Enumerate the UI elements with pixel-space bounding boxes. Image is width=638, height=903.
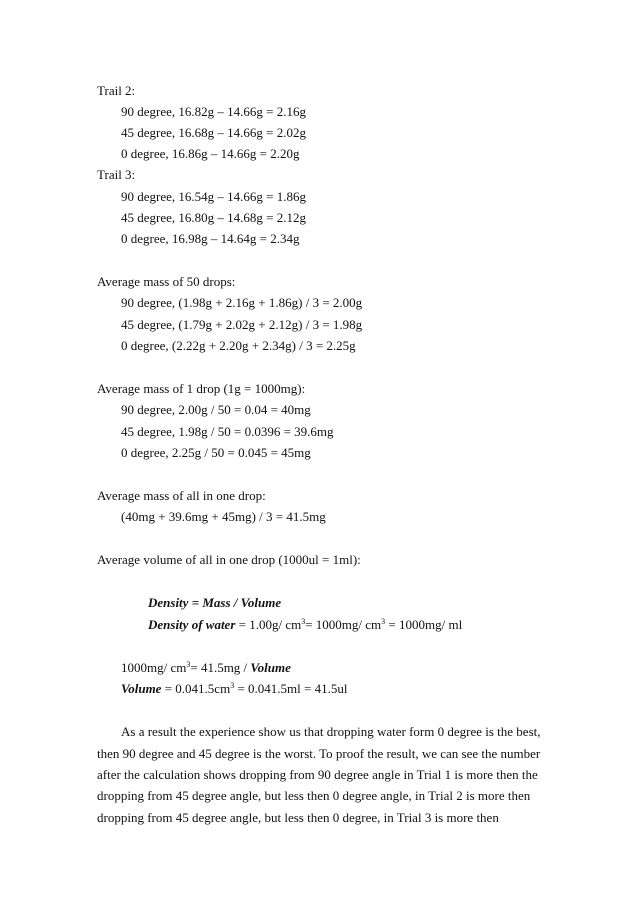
- avgall-heading: Average mass of all in one drop:: [97, 488, 266, 503]
- volume-eq2-sup: 3: [230, 681, 235, 690]
- avg50-line-90: 90 degree, (1.98g + 2.16g + 1.86g) / 3 = 2.00g: [121, 295, 363, 310]
- density-water-sup-1: 3: [301, 617, 306, 626]
- trial3-line-0: 0 degree, 16.98g – 14.64g = 2.34g: [121, 231, 300, 246]
- volume-eq2-a: = 0.041.5cm: [161, 681, 231, 696]
- density-water-line: [148, 617, 462, 633]
- trial3-line-45: 45 degree, 16.80g – 14.68g = 2.12g: [121, 210, 306, 225]
- conclusion-line-2: then 90 degree and 45 degree is the worst. To proof the result, we can see the number: [97, 746, 541, 761]
- volume-eq1-sup: 3: [186, 660, 191, 669]
- volume-eq1-b: = 41.5mg /: [190, 660, 251, 675]
- avg50-heading: Average mass of 50 drops:: [97, 274, 236, 289]
- density-water-value-c: = 1000mg/ ml: [385, 617, 463, 632]
- density-water-label: Density of water: [148, 617, 236, 632]
- trial2-heading: Trail 2:: [97, 83, 136, 98]
- volume-eq2-label: Volume: [121, 681, 162, 696]
- volume-eq1-a: 1000mg/ cm: [121, 660, 187, 675]
- volume-eq1: [121, 660, 291, 676]
- volume-eq2-b: = 0.041.5ml = 41.5ul: [234, 681, 348, 696]
- trial3-line-90: 90 degree, 16.54g – 14.66g = 1.86g: [121, 189, 306, 204]
- trial2-line-0: 0 degree, 16.86g – 14.66g = 2.20g: [121, 146, 300, 161]
- conclusion-line-1: As a result the experience show us that dropping water form 0 degree is the best,: [121, 724, 541, 739]
- volume-eq2: [121, 681, 347, 697]
- avgvol-heading: Average volume of all in one drop (1000ul = 1ml):: [97, 552, 361, 567]
- avg1-line-90: 90 degree, 2.00g / 50 = 0.04 = 40mg: [121, 402, 311, 417]
- trial2-line-45: 45 degree, 16.68g – 14.66g = 2.02g: [121, 125, 306, 140]
- avgall-line: (40mg + 39.6mg + 45mg) / 3 = 41.5mg: [121, 509, 326, 524]
- trial2-line-90: 90 degree, 16.82g – 14.66g = 2.16g: [121, 104, 306, 119]
- avg1-line-0: 0 degree, 2.25g / 50 = 0.045 = 45mg: [121, 445, 311, 460]
- density-water-sup-2: 3: [381, 617, 386, 626]
- avg1-line-45: 45 degree, 1.98g / 50 = 0.0396 = 39.6mg: [121, 424, 334, 439]
- density-water-value-a: = 1.00g/ cm: [235, 617, 302, 632]
- trial3-heading: Trail 3:: [97, 167, 136, 182]
- avg50-line-0: 0 degree, (2.22g + 2.20g + 2.34g) / 3 = 2.25g: [121, 338, 356, 353]
- density-formula: Density = Mass / Volume: [148, 595, 282, 610]
- avg50-line-45: 45 degree, (1.79g + 2.02g + 2.12g) / 3 = 1.98g: [121, 317, 363, 332]
- density-water-value-b: = 1000mg/ cm: [305, 617, 382, 632]
- conclusion-line-4: dropping from 45 degree angle, but less then 0 degree angle, in Trial 2 is more then: [97, 788, 531, 803]
- volume-eq1-vol: Volume: [250, 660, 291, 675]
- conclusion-line-5: dropping from 45 degree angle, but less then 0 degree, in Trial 3 is more then: [97, 810, 499, 825]
- conclusion-line-3: after the calculation shows dropping from 90 degree angle in Trial 1 is more then the: [97, 767, 538, 782]
- avg1-heading: Average mass of 1 drop (1g = 1000mg):: [97, 381, 306, 396]
